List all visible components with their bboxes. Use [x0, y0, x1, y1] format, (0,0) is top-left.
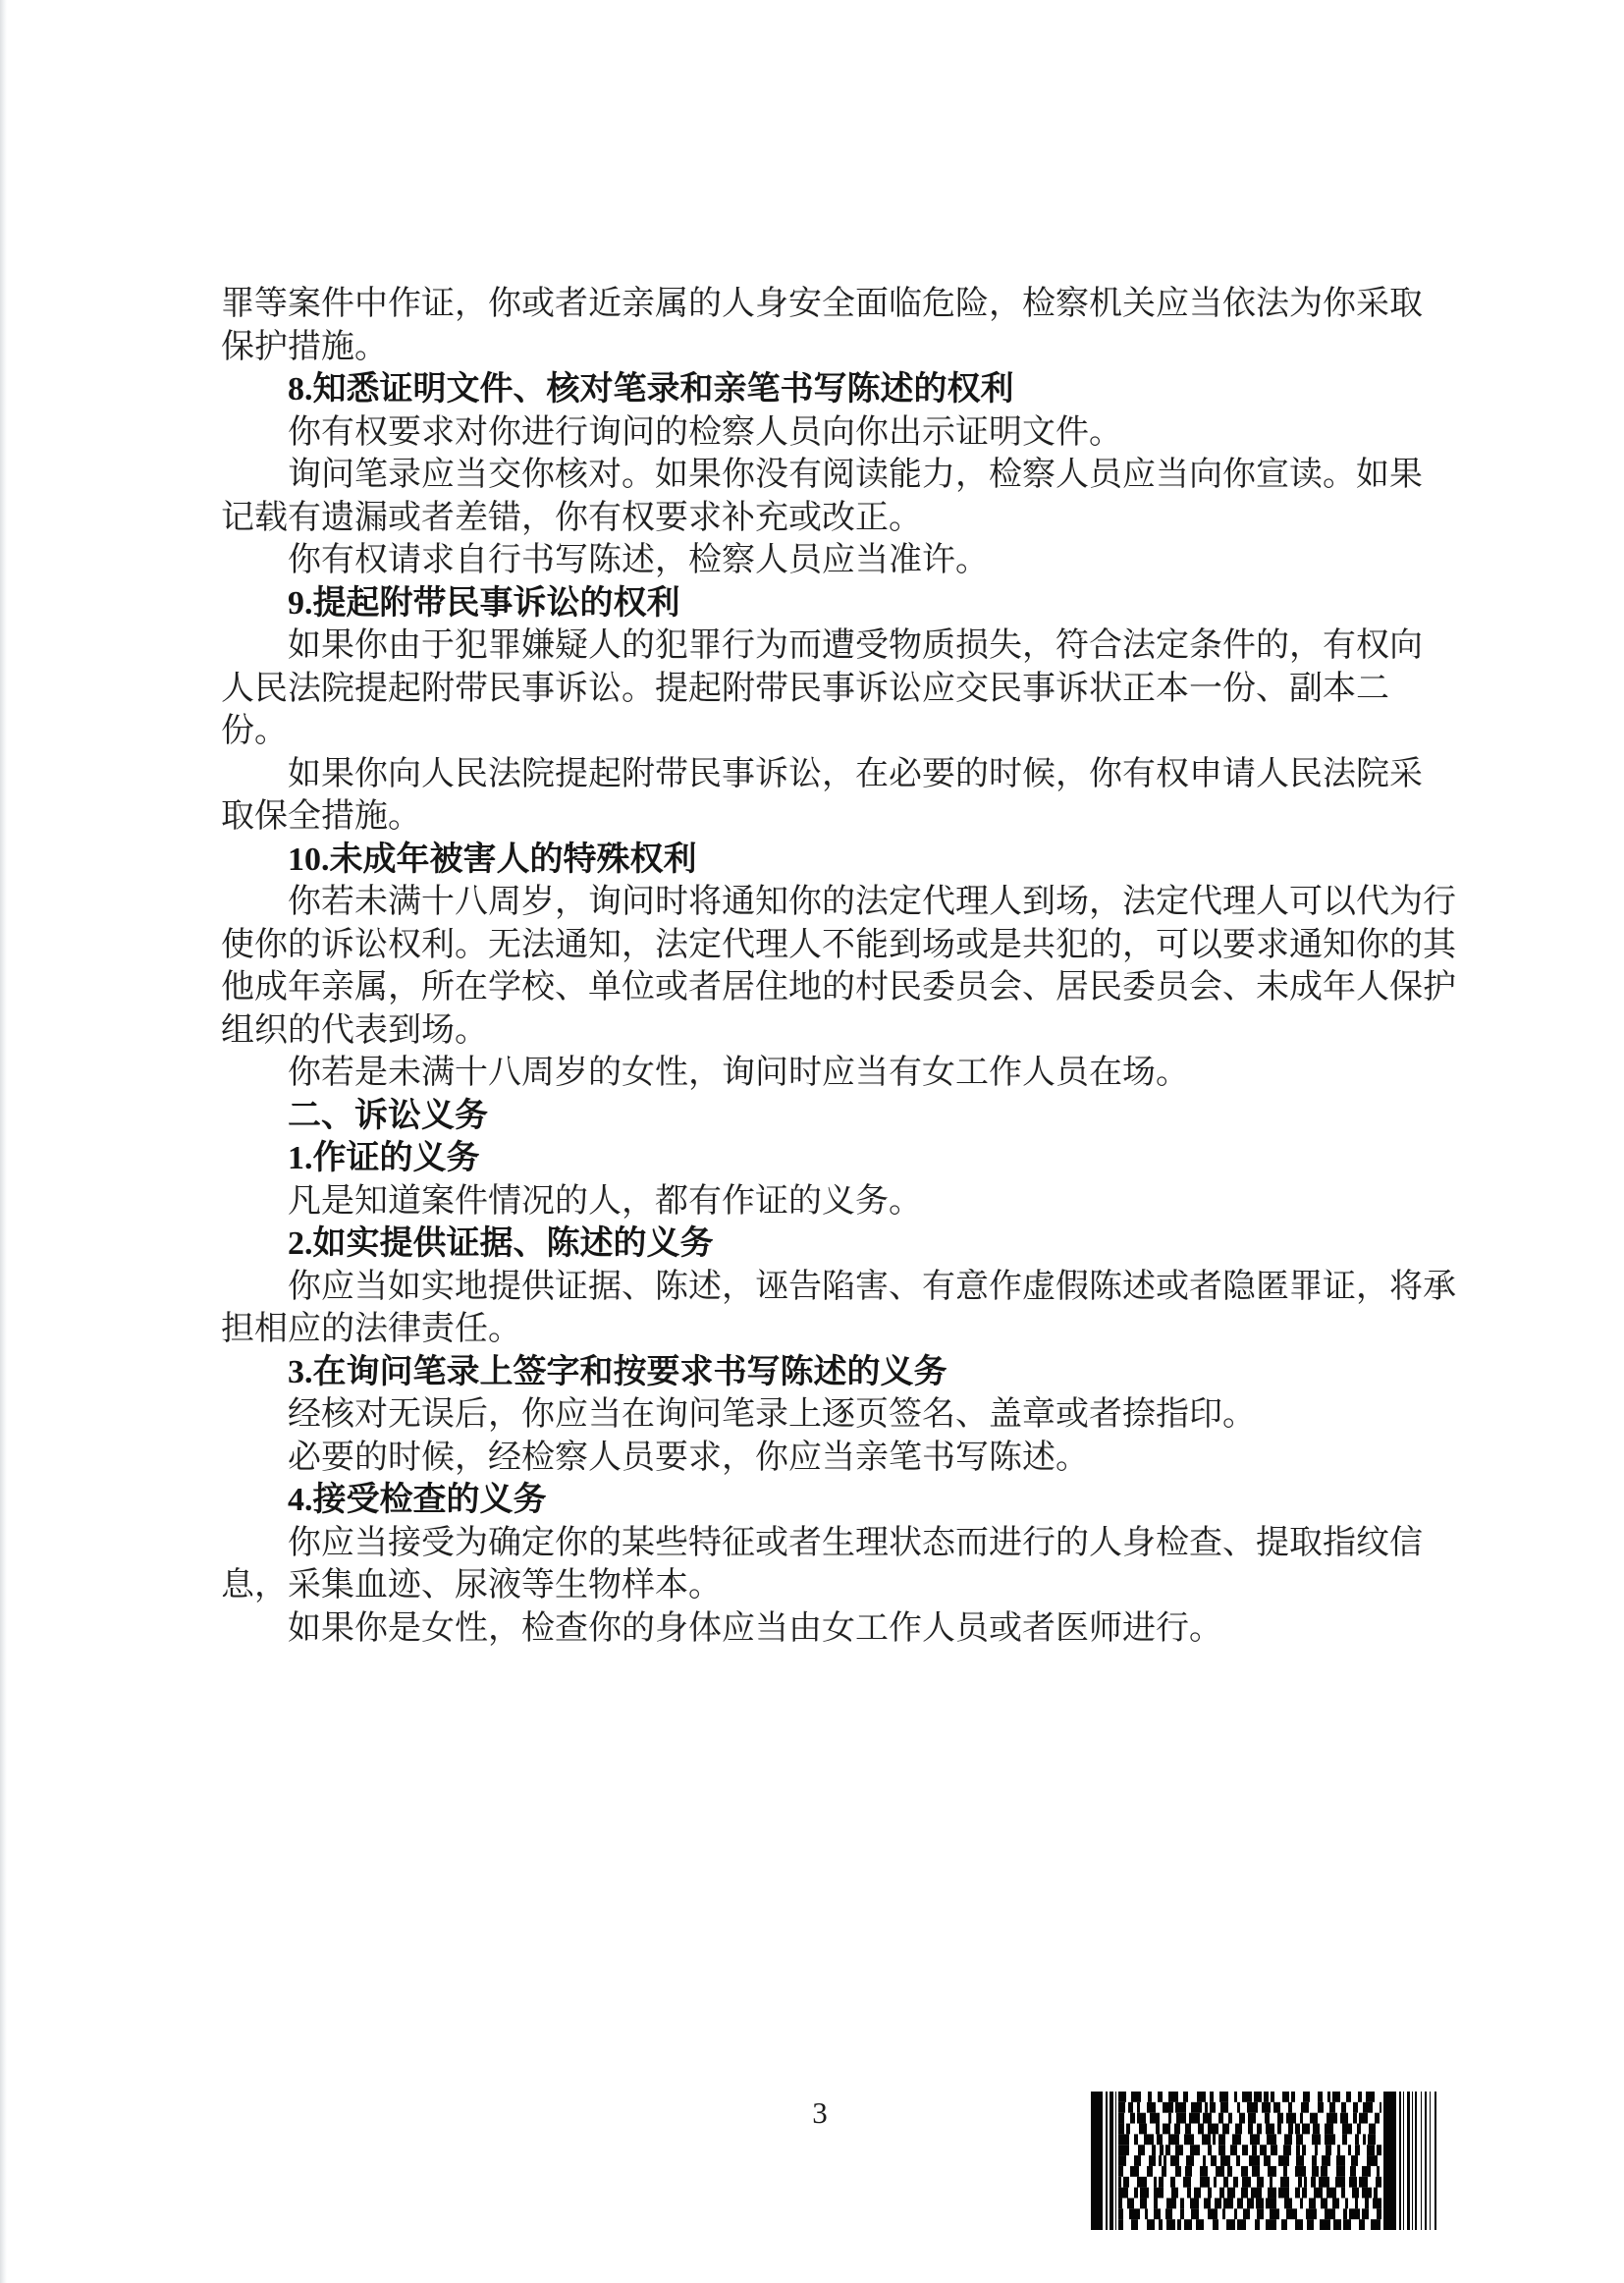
text-line: 经核对无误后，你应当在询问笔录上逐页签名、盖章或者捺指印。	[288, 1396, 1256, 1433]
text-block	[221, 283, 1488, 1650]
text-line: 你有权请求自行书写陈述，检察人员应当准许。	[288, 542, 989, 578]
text-line: 如果你是女性，检查你的身体应当由女工作人员或者医师进行。	[288, 1609, 1222, 1647]
text-line: 份。	[221, 713, 288, 749]
text-line: 记载有遗漏或者差错，你有权要求补充或改正。	[221, 499, 922, 536]
page-number: 3	[812, 2095, 828, 2130]
text-line: 3.在询问笔录上签字和按要求书写陈述的义务	[288, 1353, 947, 1390]
text-line: 如果你由于犯罪嫌疑人的犯罪行为而遭受物质损失，符合法定条件的，有权向	[288, 627, 1423, 664]
text-line: 必要的时候，经检察人员要求，你应当亲笔书写陈述。	[288, 1439, 1089, 1476]
text-line: 息，采集血迹、尿液等生物样本。	[221, 1567, 722, 1604]
text-line: 如果你向人民法院提起附带民事诉讼，在必要的时候，你有权申请人民法院采	[288, 755, 1423, 792]
text-line: 人民法院提起附带民事诉讼。提起附带民事诉讼应交民事诉状正本一份、副本二	[221, 670, 1389, 707]
pdf417-barcode	[1091, 2092, 1439, 2230]
scan-edge-shadow	[0, 0, 7, 2283]
text-line: 你若未满十八周岁，询问时将通知你的法定代理人到场，法定代理人可以代为行	[288, 884, 1456, 920]
text-line: 询问笔录应当交你核对。如果你没有阅读能力，检察人员应当向你宣读。如果	[288, 457, 1423, 493]
text-line: 4.接受检查的义务	[288, 1482, 547, 1518]
text-line: 2.如实提供证据、陈述的义务	[288, 1225, 714, 1262]
text-line: 保护措施。	[221, 328, 388, 365]
text-line: 凡是知道案件情况的人，都有作证的义务。	[288, 1182, 922, 1220]
text-line: 担相应的法律责任。	[221, 1311, 521, 1347]
text-line: 使你的诉讼权利。无法通知，法定代理人不能到场或是共犯的，可以要求通知你的其	[221, 926, 1456, 963]
text-line: 二、诉讼义务	[288, 1097, 488, 1134]
text-line: 罪等案件中作证，你或者近亲属的人身安全面临危险，检察机关应当依法为你采取	[221, 286, 1423, 322]
text-line: 组织的代表到场。	[221, 1011, 488, 1049]
text-line: 他成年亲属，所在学校、单位或者居住地的村民委员会、居民委员会、未成年人保护	[221, 969, 1456, 1006]
text-line: 你若是未满十八周岁的女性，询问时应当有女工作人员在场。	[288, 1055, 1189, 1091]
text-line: 你应当如实地提供证据、陈述，诬告陷害、有意作虚假陈述或者隐匿罪证，将承	[288, 1268, 1456, 1305]
text-line: 9.提起附带民事诉讼的权利	[288, 584, 680, 622]
text-line: 10.未成年被害人的特殊权利	[288, 841, 697, 878]
text-line: 你有权要求对你进行询问的检察人员向你出示证明文件。	[288, 413, 1122, 451]
text-line: 1.作证的义务	[288, 1140, 480, 1176]
text-line: 取保全措施。	[221, 798, 421, 835]
text-line: 8.知悉证明文件、核对笔录和亲笔书写陈述的权利	[288, 371, 1014, 408]
text-line: 你应当接受为确定你的某些特征或者生理状态而进行的人身检查、提取指纹信	[288, 1524, 1423, 1561]
